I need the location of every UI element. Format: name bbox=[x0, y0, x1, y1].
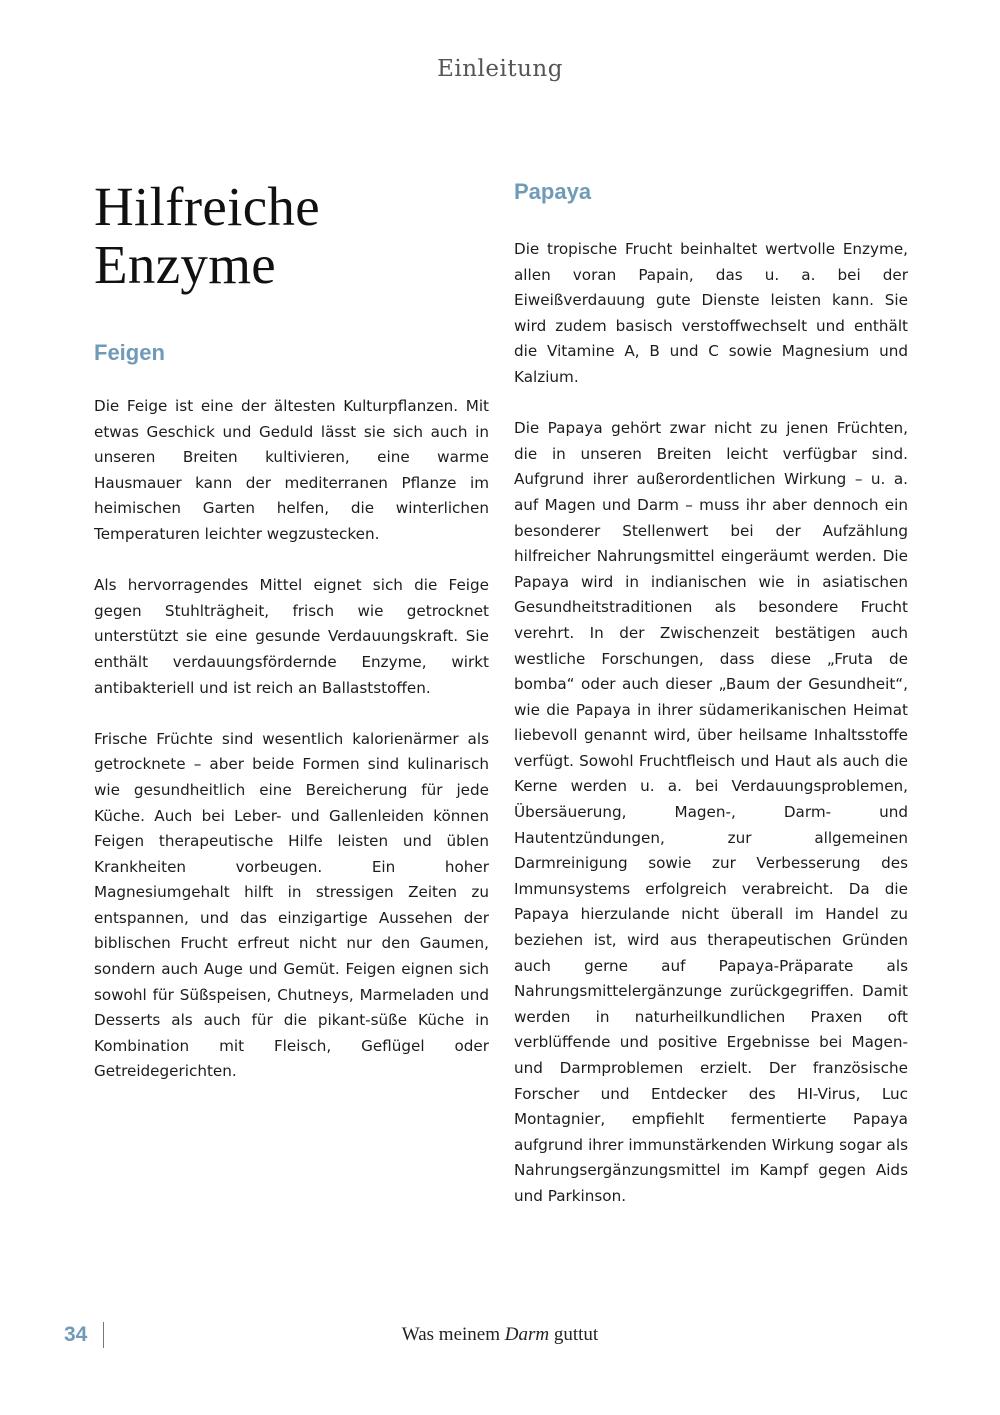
section-title-papaya: Papaya bbox=[514, 179, 592, 204]
feigen-paragraph-3: Frische Früchte sind wesentlich kalorienärmer als getrocknete – aber beide Formen sind kulinarisch wie gesundheitlich eine Bereicherung für jede Küche. Auch bei Leber- und Gallenleiden können Feigen therapeutische Hilfe leisten und üblen Krankheiten vorbeugen. Ein hoher Magnesiumgehalt hilft in stressigen Zeiten zu entspannen, und das einzigartige Aussehen der biblischen Frucht erfreut nicht nur den Gaumen, sondern auch Auge und Gemüt. Feigen eignen sich sowohl für Süßspeisen, Chutneys, Marmeladen und Desserts als auch für die pikant-süße Küche in Kombination mit Fleisch, Geflügel oder Getreidegerichten. bbox=[94, 729, 489, 1081]
left-column bbox=[94, 178, 489, 1085]
book-title-end: guttut bbox=[549, 1324, 599, 1345]
feigen-paragraph-2: Als hervorragendes Mittel eignet sich die Feige gegen Stuhlträgheit, frisch wie getrocknet unterstützt sie eine gesunde Verdauungskraft. Sie enthält verdauungsfördernde Enzyme, wirkt antibakteriell und ist reich an Ballaststoffen. bbox=[94, 576, 489, 697]
papaya-paragraph-1: Die tropische Frucht beinhaltet wertvolle Enzyme, allen voran Papain, das u. a. bei der Eiweißverdauung gute Dienste leisten kann. Sie wird zudem basisch verstoffwechselt und enthält die Vitamine A, B und C sowie Magnesium und Kalzium. bbox=[514, 240, 908, 386]
running-head: Einleitung bbox=[437, 56, 563, 82]
book-title-start: Was meinem bbox=[401, 1324, 505, 1345]
book-title bbox=[0, 1322, 1000, 1348]
feigen-paragraph-1: Die Feige ist eine der ältesten Kulturpflanzen. Mit etwas Geschick und Geduld lässt sie sich auch in unseren Breiten kultivieren, eine warme Hausmauer kann der mediterranen Pflanze im heimischen Garten helfen, die winterlichen Temperaturen leichter wegzustecken. bbox=[94, 397, 489, 543]
page-title bbox=[94, 178, 489, 294]
section-title-feigen: Feigen bbox=[94, 340, 165, 365]
page-number: 34 bbox=[64, 1322, 104, 1348]
right-column bbox=[514, 178, 908, 1210]
book-title-italic: Darm bbox=[504, 1324, 550, 1345]
papaya-paragraph-2: Die Papaya gehört zwar nicht zu jenen Früchten, die in unseren Breiten leicht verfügbar sind. Aufgrund ihrer außerordentlichen Wirkung – u. a. auf Magen und Darm – muss ihr aber dennoch ein besonderer Stellenwert bei der Aufzählung hilfreicher Nahrungsmittel eingeräumt werden. Die Papaya wird in indianischen wie in asiatischen Gesundheitstraditionen als besondere Frucht verehrt. In der Zwischenzeit bestätigen auch westliche Forschungen, dass diese „Fruta de bomba“ oder auch dieser „Baum der Gesundheit“, wie die Papaya in ihrer südamerikanischen Heimat liebevoll genannt wird, über heilsame Inhaltsstoffe verfügt. Sowohl Fruchtfleisch und Haut als auch die Kerne werden u. a. bei Verdauungsproblemen, Übersäuerung, Magen-, Darm- und Hautentzündungen, zur allgemeinen Darmreinigung sowie zur Verbesserung des Immunsystems erfolgreich verabreicht. Da die Papaya hierzulande nicht überall im Handel zu beziehen ist, wird aus therapeutischen Gründen auch gerne auf Papaya-Präparate als Nahrungsmittelergänzunge zurückgegriffen. Damit werden in naturheilkundlichen Praxen oft verblüffende und positive Ergebnisse bei Magen- und Darmproblemen erzielt. Der französische Forscher und Entdecker des HI-Virus, Luc Montagnier, empfiehlt fermentierte Papaya aufgrund ihrer immunstärkenden Wirkung sogar als Nahrungsergänzungsmittel im Kampf gegen Aids und Parkinson. bbox=[514, 419, 908, 1205]
page-title-line-2: Enzyme bbox=[94, 234, 277, 295]
page-title-line-1: Hilfreiche bbox=[94, 176, 320, 237]
